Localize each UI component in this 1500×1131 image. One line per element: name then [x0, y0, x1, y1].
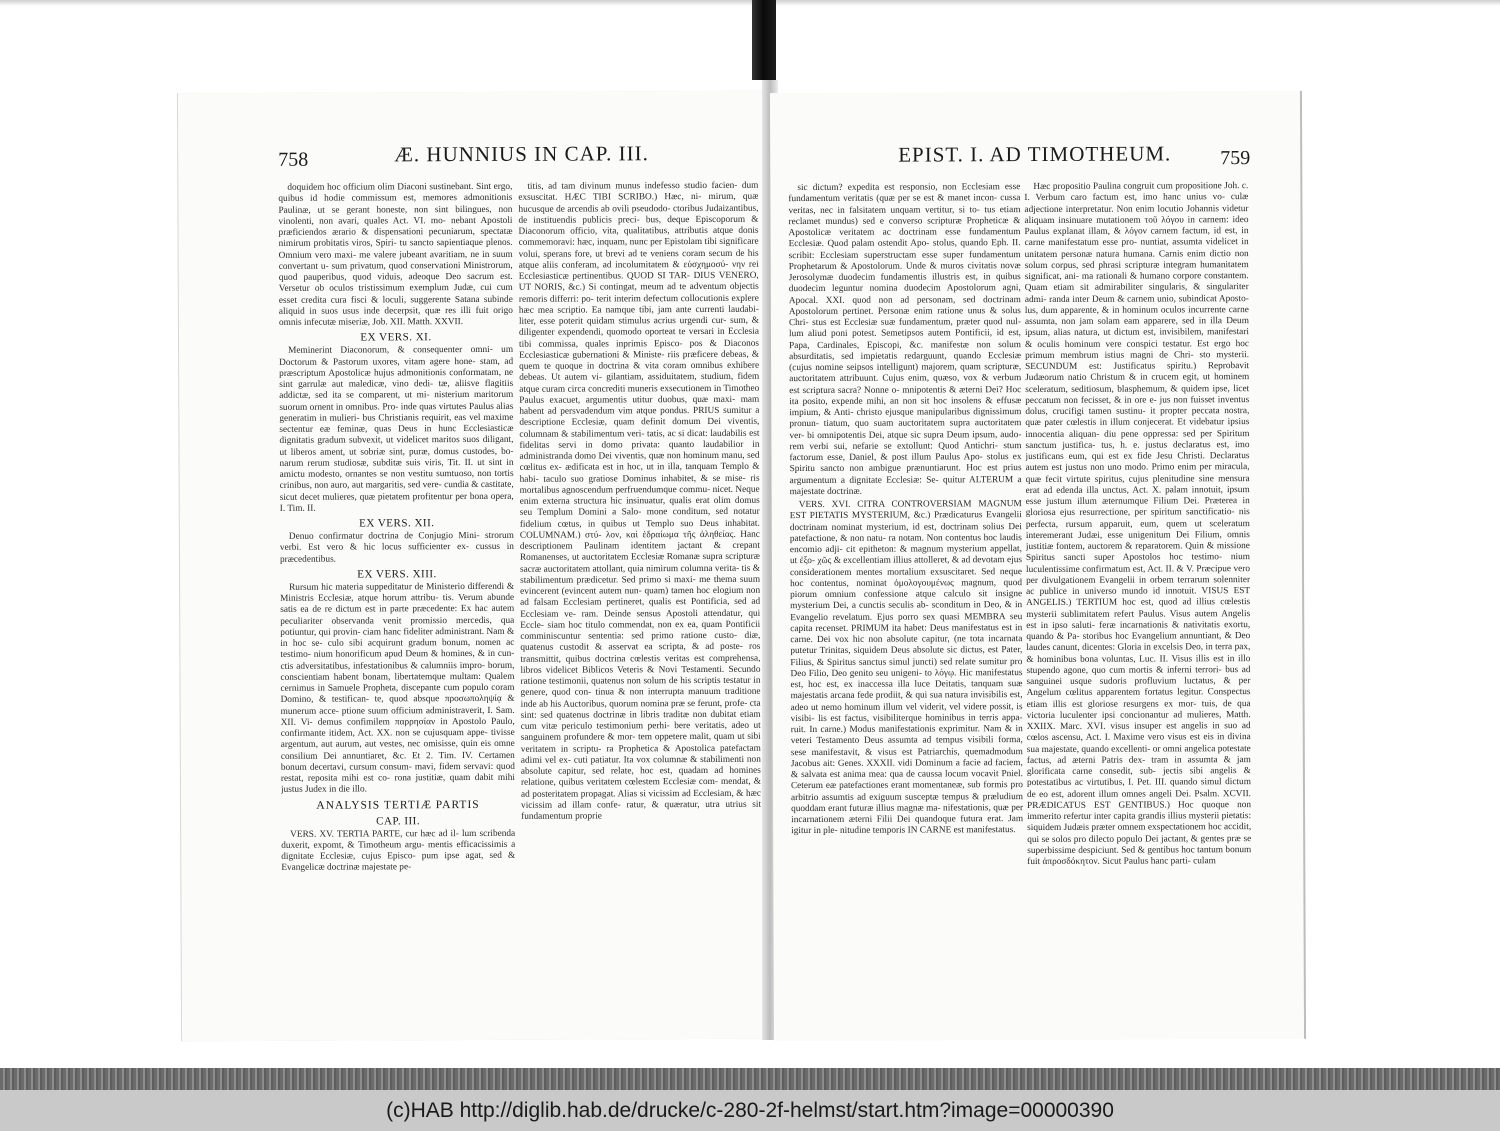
right-page-number: 759 [1220, 147, 1251, 170]
paragraph: Meminerint Diaconorum, & consequenter omni- um Doctorum & Pastorum uxores, vitam agere hone- stam, ad præscriptum Apostolicæ hujus admonitionis conformatam, ne sint garrulæ aut maledicæ, vino dedi- tæ, aliisve flagitiis addictæ, sed ita se comparent, ut mi- nisterium maritorum suorum ornent in omnibus. Pro- inde quas virtutes Paulus alias generatim in mulieri- bus Christianis requirit, eas vel maxime sectentur eæ feminæ, quas Deus in hunc Ecclesiasticæ dignitatis gradum subvexit, ut videlicet maritos suos diligant, ut liberos ament, ut sobriæ sint, puræ, domus custodes, bo- narum rerum studiosæ, subditæ suis viris, Tit. II. ut sint in amictu modesto, ornantes se non vestitu sumtuoso, non tortis crinibus, non auro, aut margaritis, sed vere- cundia & castitate, sicut decet mulieres, quæ pietatem profitentur per bona opera, I. Tim. II. [279, 345, 514, 514]
book-binding-shadow [752, 0, 776, 80]
source-url-text: (c)HAB http://diglib.hab.de/drucke/c-280-2f-helmst/start.htm?image=00000390 [386, 1098, 1114, 1122]
right-page-column-1 [788, 182, 1024, 1033]
left-page [178, 91, 770, 1042]
right-page-column-2 [1024, 181, 1252, 1032]
section-heading: EX VERS. XI. [360, 331, 432, 344]
paragraph: Hæc propositio Paulina congruit cum propositione Joh. c. I. Verbum caro factum est, imo hanc unius vo- culæ adjectione interpretatur. Non enim locutio Johannis videtur aliquam insinuare mutationem τοῦ λόγου in carnem: ideo Paulus explanat illam, & λόγον carnem factum, id est, in carne manifestatum esse pro- nuntiat, assumta videlicet in unitatem personæ natura humana. Carnis enim dictio non solum corpus, sed phrasi scripturæ integram humanitatem significat, ani- ma rationali & humano corpore constantem. Quam etiam sit admirabiliter singularis, & singulariter admi- randa inter Deum & carnem unio, subindicat Aposto- lus, dum apparente, & in hominum oculos incurrente carne assumta, non jam solam eam apparere, sed in illa Deum ipsum, alias natura, ut dictum est, invisibilem, manifestari & oculis hominum vere conspici testatur. Est ergo hoc primum membrum istius magni de Chri- sto mysterii. SECUNDUM est: Justificatus spiritu.) Reprobavit Judæorum natio Christum & in crucem egit, ut hominem sceleratum, seditiosum, blasphemum, & quidem ipse, licet peccatum non fecisset, & in ore e- jus non fuisset inventus dolus, crucifigi tamen sustinu- it propter peccata nostra, quæ pater cœlestis in illum conjecerat. Et videbatur ipsius innocentia aliquan- diu pene oppressa: sed per Spiritum sanctum justifica- tus, h. e. justus declaratus est, imo justificans eum, qui est ex fide Jesu Christi. Declaratus autem est justus non uno modo. Primo enim per miracula, quæ fecit virtute spiritus, cujus plenitudine sine mensura erat ad edenda illa unctus, Act. X. palam innotuit, ipsum esse justum illum æternumque Filium Dei. Præterea in gloriosa ejus resurrectione, per spiritum sanctificatio- nis perfecta, rursum apparuit, eum, quem ut sceleratum interemerant Judæi, esse unigenitum Dei Filium, omnis justitiæ fontem, auctorem & reparatorem. Quin & missione Spiritus sancti super Apostolos hoc testimo- nium luculentissime confirmatum est, Act. II. & V. Præcipue vero per divulgationem Evangelii in orbem terrarum solenniter ac publice in universo mundo id innotuit. VISUS EST ANGELIS.) TERTIUM hoc est, quod ad illius cœlestis mysterii sublimitatem refert Paulus. Visus autem Angelis est in ipso saluti- feræ incarnationis & nativitatis exortu, quando & Pa- storibus hoc Evangelium annuntiant, & Deo laudes canunt, dicentes: Gloria in excelsis Deo, in terra pax, & hominibus bona voluntas, Luc. II. Visus illis est in illo stupendo agone, quo cum mortis & inferni terrori- bus ad sanguinei usque sudoris profluvium luctatus, & per Angelum cœlitus apparentem fortatus legitur. Conspectus etiam illis est gloriose resurgens ex mor- tuis, de qua victoria luculenter ipsi concionantur ad mulieres, Matth. XXIIX. Marc. XVI. visus insuper est angelis in suo ad cœlos ascensu, Act. I. Maxime vero visus est eis in divina sua majestate, quando excellenti- or omni angelica potestate factus, ad æterni Patris dex- tram in assumta & jam glorificata carne consedit, sub- jectis sibi angelis & potestatibus ac virtutibus, I. Pet. III. quando simul dictum de eo est, adorent illum omnes angeli Dei. Psalm. XCVII. PRÆDICATUS EST GENTIBUS.) Hoc quoque non immerito refertur inter capita grandis illius mysterii pietatis: siquidem Judæis præter omnem exspectationem hoc accidit, qui se solos pro dilecto populo Dei jactant, & gentes præ se superbissime despiciunt. Sed & gentibus hoc tantum bonum fuit ἀπροσδόκητον. Sicut Paulus hanc parti- culam [1024, 181, 1252, 868]
paragraph: doquidem hoc officium olim Diaconi sustinebant. Sint ergo, quibus id hodie commissum est, memores admonitionis Paulinæ, ut se gerant honeste, non sint bilingues, non vinolenti, non avari, quales Act. VI. mo- nebant Apostoli præficiendos ærario & dispensationi pecuniarum, spectatæ nimirum probitatis viros, Spiri- tu sancto sapientiaque plenos. Omnium vero maxi- me valere jubeant avaritiam, ne in suum convertant u- sum privatum, quod conservationi Ministrorum, quod pauperibus, quod viduis, adeoque Deo sacrum est. Versetur ob oculos tristissimum exemplum Judæ, cui cum esset credita cura fisci & loculi, suggerente Satana subinde aliquid in suos usus inde decerpsit, quæ res illi fuit origo omnis infecutæ miseriæ, Job. XII. Matth. XXVII. [278, 181, 513, 328]
analysis-heading: ANALYSIS TERTIÆ PARTIS [316, 798, 480, 812]
chapter-heading: CAP. III. [376, 814, 421, 827]
section-heading: EX VERS. XII. [359, 517, 435, 530]
page-block-edge [0, 1068, 1500, 1090]
right-page [770, 91, 1306, 1041]
right-running-head: EPIST. I. AD TIMOTHEUM. [898, 141, 1172, 167]
left-page-number: 758 [278, 148, 309, 171]
left-page-column-2 [518, 181, 762, 1032]
paragraph: titis, ad tam divinum munus indefesso studio facien- dum exsuscitat. HÆC TIBI SCRIBO.) Hæc, ni- mirum, quæ hucusque de arcendis ab ovili pseudodo- ctoribus Judaizantibus, de instituendis publicis preci- bus, deque Episcoporum & Diaconorum officio, vita, qualitatibus, attributis atque donis commemoravi: hæc, inquam, nunc per Epistolam tibi significare volui, sperans fore, ut brevi ad te veniens coram secum de his atque aliis conferam, ad incolumitatem & εὐσχημοσύ- νην rei Ecclesiasticæ pertinentibus. QUOD SI TAR- DIUS VENERO, UT NORIS, &c.) Si contingat, meum ad te adventum objectis remoris differri: po- terit interim defectum collocutionis explere hæc mea scriptio. Ea namque tibi, jam ante currenti laudabi- liter, esse poterit quidam stimulus acrius urgendi cur- sum, & diligenter expendendi, quomodo oporteat te versari in Ecclesia tibi commissa, quales inprimis Episco- pos & Diaconos Ecclesiasticæ gubernationi & Ministe- riis præficere debeas, & quem te quoque in doctrina & vita coram omnibus exhibere debeas. Ut autem vi- gilantiam, assiduitatem, studium, fidem atque curam circa concrediti muneris exsecutionem in Timotheo Paulus exacuet, argumentis utitur duobus, quæ maxi- mam habent ad persvadendum vim atque pondus. PRIUS sumitur a descriptione Ecclesiæ, quam definit domum Dei viventis, columnam & stabilimentum veri- tatis, ac si dicat: laudabilis est fidelitas servi in domo privata: quanto laudabilior in administranda domo Dei viventis, quæ non hominum manu, sed cœlitus ex- ædificata est in hoc, ut in illa, tanquam Templo & habi- taculo suo gratiose Dominus inhabitet, & se mise- ris mortalibus agnoscendum perfruendumque commu- nicet. Neque enim externa structura hic insinuatur, qualis erat olim domus seu Templum Domini a Salo- mone conditum, sed notatur fidelium cœtus, in quibus ut Templo suo Deus inhabitat. COLUMNAM.) στύ- λον, καὶ ἑδραίωμα τῆς ἀληθείας. Hanc descriptionem Paulinam identitem jactant & crepant Romanenses, ut auctoritatem Ecclesiæ Romanæ supra scripturæ sacræ auctoritatem attollant, quia nimirum columna verita- tis & stabilimentum prædicetur. Sed primo si maxi- me thema suum evincerent (evincent autem nun- quam) tamen hoc elogium non ad falsam Ecclesiam pertineret, qualis est Pontificia, sed ad Ecclesiam ve- ram. Deinde sensus Apostoli attendatur, qui Eccle- siam hoc titulo commendat, non ex ea, quam Pontificii comminiscuntur sententia: sed primo ratione custo- diæ, quatenus custodit & asservat ea scripta, & ad poste- ros transmittit, quibus doctrina cœlestis veritas est comprehensa, libros videlicet Biblicos Veteris & Novi Testamenti. Secundo ratione testimonii, quatenus non solum de his scriptis testatur in genere, quod con- tinua & non interrupta manuum traditione inde ab his Auctoribus, quorum nomina præ se ferunt, profe- cta sint: sed quatenus doctrinæ in libris traditæ non dubitat etiam cum vitæ periculo testimonium perhi- bere veritatis, adeo ut sanguinem profundere & mor- tem oppetere malit, quam ut sibi veritatem in scriptu- ra Prophetica & Apostolica patefactam adimi vel ex- cuti patiatur. Ita vox columnæ & stabilimenti non absolute capitur, sed relate, hoc est, quadam ad homines relatione, quibus veritatem cœlestem Ecclesiæ com- mendat, & ad posteritatem propagat. Alias si vicissim ad Ecclesiam, & hæc vicissim ad illam confe- ratur, & quæratur, utra utrius sit fundamentum proprie [518, 180, 762, 822]
paragraph: VERS. XV. TERTIA PARTE, cur hæc ad il- lum scribenda duxerit, expomt, & Timotheum argu- mentis efficacissimis a dignitate Ecclesiæ, cujus Episco- pum ipse agat, sed & Evangelicæ doctrinæ majestate pe- [281, 828, 516, 874]
left-running-head: Æ. HUNNIUS IN CAP. III. [394, 141, 649, 167]
paragraph: Denuo confirmatur doctrina de Conjugio Mini- strorum verbi. Est vero & hic locus sufficienter ex- cussus in præcedentibus. [279, 530, 514, 565]
source-footer [0, 1090, 1500, 1131]
paragraph: VERS. XVI. CITRA CONTROVERSIAM MAGNUM EST PIETATIS MYSTERIUM, &c.) Prædicaturus Evangelii doctrinam nominat mysterium, id est, doctrinam solius Dei patefactione, & non natu- ra notam. Non contentus hoc laudis encomio adji- cit epitheton: & magnum mysterium appellat, ut ἐξο- χῶς & excellentiam illius attolleret, & ad devotam ejus considerationem mentes mortalium exsuscitaret. Sed neque hoc contentus, nominat ὁμολογουμένως magnum, quod piorum omnium confessione atque calculo sit insigne mysterium Dei, a cunctis seculis ab- sconditum in Deo, & in Evangelio revelatum. Ejus porro sex quasi MEMBRA seu capita recenset. PRIMUM ita habet: Deus manifestatus est in carne. Dei vox hic non absolute capitur, (ne tota incarnata putetur Trinitas, siquidem Deus absolute sic dictus, est Pater, Filius, & Spiritus sanctus simul juncti) sed relate sumitur pro Deo Filio, Deo genito seu unigeni- to λόγῳ. Hic manifestatus est, hoc est, ex inaccessa illa luce Deitatis, tanquam suæ majestatis arcana fede prodiit, & qui sua natura invisibilis est, adeo ut nemo hominum illum vel viderit, vel videre possit, is visibi- lis est factus, visibiliterque hominibus in terris appa- ruit. In carne.) Modus manifestationis exprimitur. Nam & in veteri Testamento Deus assumta ad tempus visibili forma, sese manifestavit, & visus est Patriarchis, quemadmodum Jacobus ait: Genes. XXXII. vidi Dominum a facie ad faciem, & salvata est anima mea: qua de caussa locum vocavit Pniel. Ceterum eæ patefactiones erant momentaneæ, sub formis pro arbitrio assumtis ad exiguum susceptæ tempus & præludium quoddam erant futuræ illius magnæ ma- nifestationis, quæ per incarnationem æterni Filii Dei quandoque futura erat. Jam igitur in ple- nitudine temporis IN CARNE est manifestatus. [789, 499, 1024, 837]
paragraph: Rursum hic materia suppeditatur de Ministerio differendi & Ministris Ecclesiæ, atque horum attribu- tis. Verum abunde satis ea de re dictum est in parte præcedente: Ex hac autem peculiariter observanda venit promissio mercedis, qua potiuntur, qui provin- ciam hanc fideliter administrant. Nam & in hoc se- culo sibi acquirunt gradum bonum, nomen ac testimo- nium honorificum apud Deum & homines, & in cun- ctis adversitatibus, infestationibus & calumniis impro- borum, conscientiam habent bonam, libertatemque multam: Qualem cernimus in Samuele Propheta, discepante cum populo coram Domino, & testifican- te, quod absque προσωποληψίᾳ & munerum acce- ptione suum officium administraverit, I. Sam. XII. Vi- demus confimilem παρρησίαν in Apostolo Paulo, confirmante itidem, Act. XX. non se cujusquam appe- tivisse argentum, aut aurum, aut vestes, nec omisisse, quin eis omne consilium Dei annuntiaret, &c. Et 2. Tim. IV. Certamen bonum decertavi, cursum consum- mavi, fidem servavi: quod restat, reposita mihi est co- rona justitiæ, quam dabit mihi justus Judex in die illo. [280, 581, 515, 796]
left-page-column-1 [278, 182, 516, 1033]
section-heading: EX VERS. XIII. [357, 567, 437, 581]
paragraph: sic dictum? expedita est responsio, non Ecclesiam esse fundamentum veritatis (quæ per se est & manet incon- cussa veritas, nec in falsitatem unquam vertitur, si to- tus etiam reclamet mundus) sed e converso scripturæ Propheticæ & Apostolicæ veritatem ac doctrinam esse fundamentum Ecclesiæ. Quod palam ostendit Apo- stolus, quando Eph. II. scribit: Ecclesiam superstructam esse super fundamentum Prophetarum & Apostolorum. Unde & muros civitatis novæ Jerosolymæ duodecim fundamentis illustris est, in quibus duodecim leguntur nomina duodecim Apostolorum agni, Apocal. XXI. quod non ad personam, sed doctrinam Apostolorum pertinet. Personæ enim ratione unus & solus Chri- stus est Ecclesiæ suæ fundamentum, præter quod nul- lum aliud poni potest. Semetipsos autem Pontificii, id est, Papa, Cardinales, Episcopi, &c. manifestæ non solum absurditatis, sed impietatis redarguunt, quando Ecclesiæ (cujus nomine seipsos intelligunt) majorem, quam scripturæ, auctoritatem attribuunt. Cujus enim, quæso, vox & verbum est scriptura sacra? Nonne o- mnipotentis & æterni Dei? Hoc ita posito, expende mihi, an non sit hoc insolens & effusæ impium, & Anti- christo ejusque manipularibus dignissimum pronun- tiatum, quo suam auctoritatem supra auctoritatem ver- bi omnipotentis Dei, atque sic supra Deum ipsum, audo- rem verbi sui, nefarie se extollunt: Quod Antichri- stum factorum esse, Daniel, & post illum Paulus Apo- stolus ex Spiritu sancto non ambigue prænuntiarunt. Hoc est prius argumentum a dignitate Ecclesiæ: Se- quitur ALTERUM a majestate doctrinæ. [788, 182, 1022, 497]
scan-top-shadow [0, 0, 1500, 6]
